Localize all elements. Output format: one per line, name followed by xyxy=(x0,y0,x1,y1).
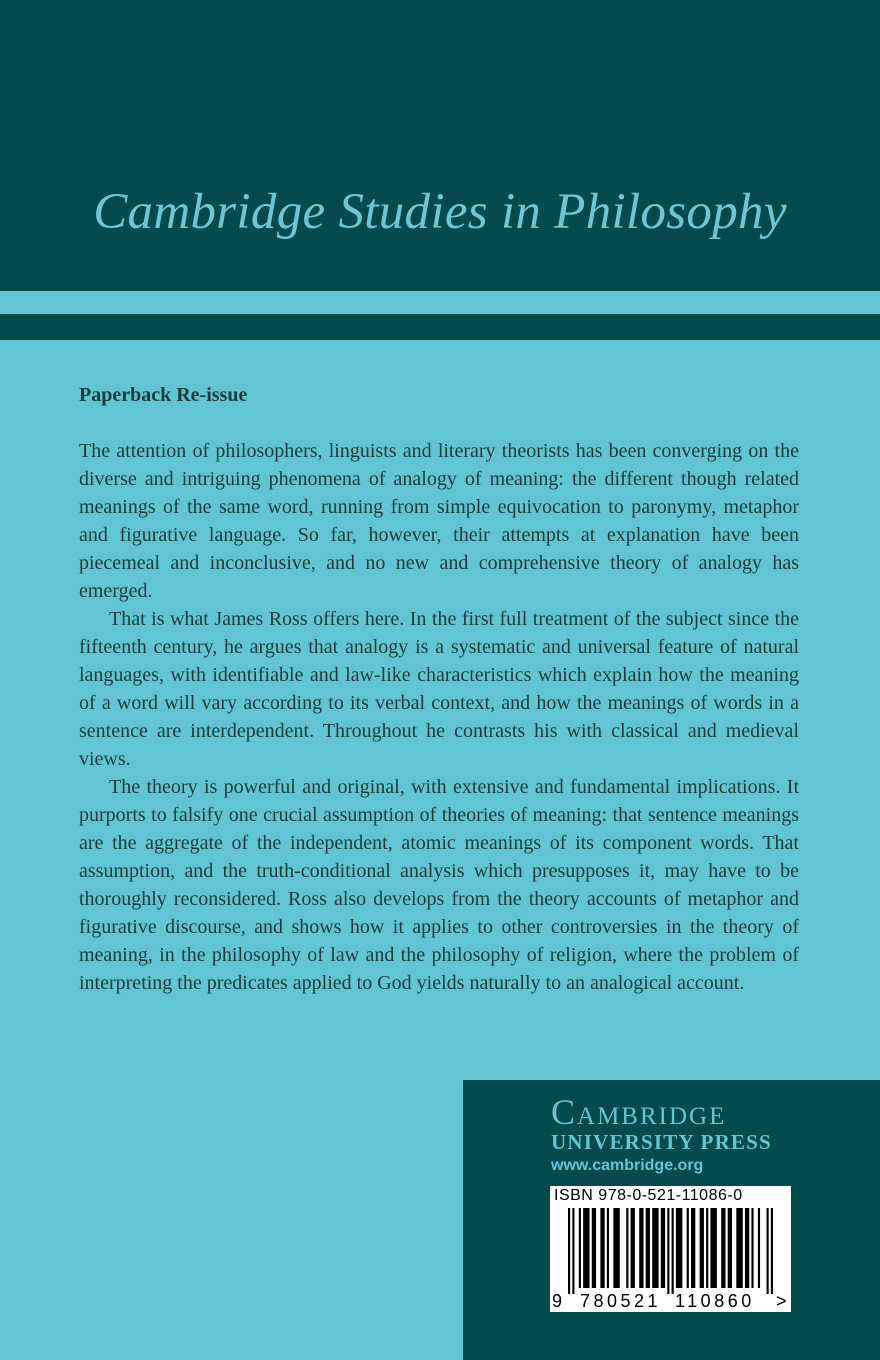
barcode-bar xyxy=(700,1208,704,1288)
barcode xyxy=(550,1186,791,1312)
barcode-bar xyxy=(631,1208,635,1288)
barcode-bar xyxy=(687,1208,689,1288)
barcode-bar xyxy=(646,1208,650,1288)
barcode-bar xyxy=(672,1208,674,1294)
isbn-label: ISBN 978-0-521-11086-0 xyxy=(554,1187,743,1204)
barcode-first-digit: 9 xyxy=(552,1291,563,1311)
publisher-url: www.cambridge.org xyxy=(551,1157,704,1174)
barcode-bar xyxy=(667,1208,669,1294)
barcode-bar xyxy=(771,1208,773,1294)
barcode-bar xyxy=(613,1208,619,1288)
reissue-label: Paperback Re-issue xyxy=(79,384,248,406)
barcode-bar xyxy=(710,1208,716,1288)
barcode-bar xyxy=(745,1208,749,1288)
barcode-bar xyxy=(758,1208,760,1288)
barcode-end-mark: > xyxy=(776,1291,787,1311)
barcode-bar xyxy=(736,1208,742,1288)
series-title: Cambridge Studies in Philosophy xyxy=(93,184,787,240)
blurb-paragraph: The theory is powerful and original, with extensive and fundamental implications. It purports to falsify one crucial assumption of theories of meaning: that sentence meanings are the aggregate of the independent, atomic meanings of its component words. That assumption, and the truth-conditional analysis which presupposes it, may have to be thoroughly reconsidered. Ross also develops from the theory accounts of metaphor and figurative discourse, and shows how it applies to other controversies in the theory of meaning, in the philosophy of law and the philosophy of religion, where the problem of interpreting the predicates applied to God yields naturally to an analogical account. xyxy=(79,776,799,994)
barcode-bar xyxy=(728,1208,732,1288)
publisher-name: Cambridge xyxy=(551,1092,727,1132)
top-band xyxy=(0,0,880,291)
blurb-paragraph: The attention of philosophers, linguists and literary theorists has been converging on the diverse and intriguing phenomena of analogy of meaning: the different though related meanings of the same word, running from simple equivocation to paronymy, metaphor and figurative language. So far, however, their attempts at explanation have been piecemeal and inconclusive, and no new and comprehensive theory of analogy has emerged. xyxy=(79,440,799,602)
barcode-bars xyxy=(568,1208,773,1294)
publisher-subtitle: UNIVERSITY PRESS xyxy=(551,1130,772,1154)
barcode-bar xyxy=(572,1208,574,1294)
barcode-bar xyxy=(767,1208,769,1294)
barcode-bar xyxy=(661,1208,665,1288)
barcode-bar xyxy=(626,1208,628,1288)
barcode-bar xyxy=(607,1208,609,1288)
barcode-bar xyxy=(579,1208,581,1288)
barcode-bar xyxy=(706,1208,708,1288)
barcode-bar xyxy=(639,1208,643,1288)
barcode-bar xyxy=(691,1208,695,1288)
decorative-stripe xyxy=(0,314,880,340)
barcode-bar xyxy=(583,1208,589,1288)
barcode-bar xyxy=(592,1208,596,1288)
barcode-right-group: 110860 xyxy=(675,1291,755,1311)
barcode-bar xyxy=(676,1208,682,1288)
barcode-bar xyxy=(600,1208,604,1288)
barcode-bar xyxy=(721,1208,725,1288)
barcode-bar xyxy=(652,1208,658,1288)
barcode-bar xyxy=(568,1208,570,1294)
blurb xyxy=(79,437,799,997)
blurb-paragraph: That is what James Ross offers here. In the first full treatment of the subject since the fifteenth century, he argues that analogy is a systematic and universal feature of natural languages, with identifiable and law-like characteristics which explain how the meaning of a word will vary according to its verbal context, and how the meanings of words in a sentence are interdependent. Throughout he contrasts his with classical and medieval views. xyxy=(79,608,799,770)
barcode-left-group: 780521 xyxy=(580,1291,662,1311)
barcode-bar xyxy=(751,1208,753,1288)
barcode-bars-graphic xyxy=(568,1208,773,1294)
